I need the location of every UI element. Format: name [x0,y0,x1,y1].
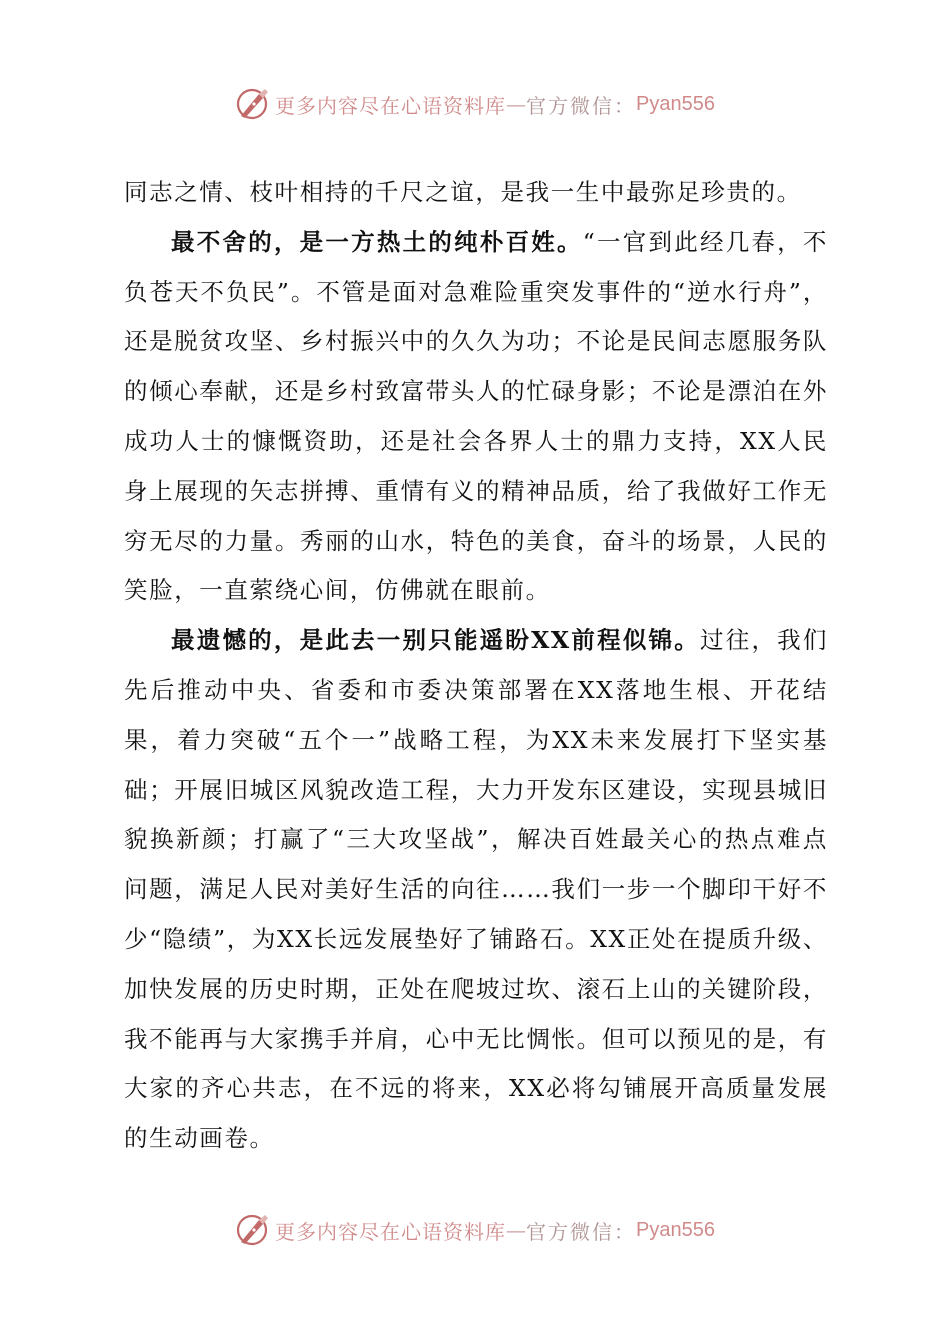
paragraph-lead: 最不舍的，是一方热土的纯朴百姓。 [171,227,583,256]
paragraph-people [124,218,828,616]
footer-banner [0,1210,950,1250]
pen-nib-logo-icon [235,1212,271,1248]
paragraph-body: 同志之情、枝叶相持的千尺之谊，是我一生中最弥足珍贵的。 [124,178,802,206]
paragraph-body: “一官到此经几春，不负苍天不负民”。不管是面对急难险重突发事件的“逆水行舟”，还是脱贫攻坚、乡村振兴中的久久为功；不论是民间志愿服务队的倾心奉献，还是乡村致富带头人的忙碌身影；不论是漂泊在外成功人士的慷慨资助，还是社会各界人士的鼎力支持，XX人民身上展现的矢志拼搏、重情有义的精神品质，给了我做好工作无穷无尽的力量。秀丽的山水，特色的美食，奋斗的场景，人民的笑脸，一直萦绕心间，仿佛就在眼前。 [124,227,828,605]
header-banner [0,84,950,124]
banner-wechat-id: Pyan556 [636,1218,715,1241]
paragraph-continued [124,168,828,218]
banner-lead-text: 更多内容尽在心语资料库 [275,1219,507,1244]
paragraph-regret [124,616,828,1164]
paragraph-body: 过往，我们先后推动中央、省委和市委决策部署在XX落地生根、开花结果，着力突破“五个一”战略工程，为XX未来发展打下坚实基础；开展旧城区风貌改造工程，大力开发东区建设，实现县城旧貌换新颜；打赢了“三大攻坚战”，解决百姓最关心的热点难点问题，满足人民对美好生活的向往……我们一步一个脚印干好不少“隐绩”，为XX长远发展垫好了铺路石。XX正处在提质升级、加快发展的历史时期，正处在爬坡过坎、滚石上山的关键阶段，我不能再与大家携手并肩，心中无比惆怅。但可以预见的是，有大家的齐心共志，在不远的将来，XX必将勾铺展开高质量发展的生动画卷。 [124,626,829,1153]
banner-official-label: 官方微信： [526,1219,637,1244]
paragraph-lead: 最遗憾的，是此去一别只能遥盼XX前程似锦。 [171,626,701,655]
banner-wechat-id: Pyan556 [636,92,715,115]
document-body [124,168,828,1164]
pen-nib-logo-icon [235,86,271,122]
banner-official-label: 官方微信： [526,93,637,118]
banner-lead-text: 更多内容尽在心语资料库 [275,93,507,118]
banner-dash: — [506,92,527,116]
banner-dash: — [506,1218,527,1242]
